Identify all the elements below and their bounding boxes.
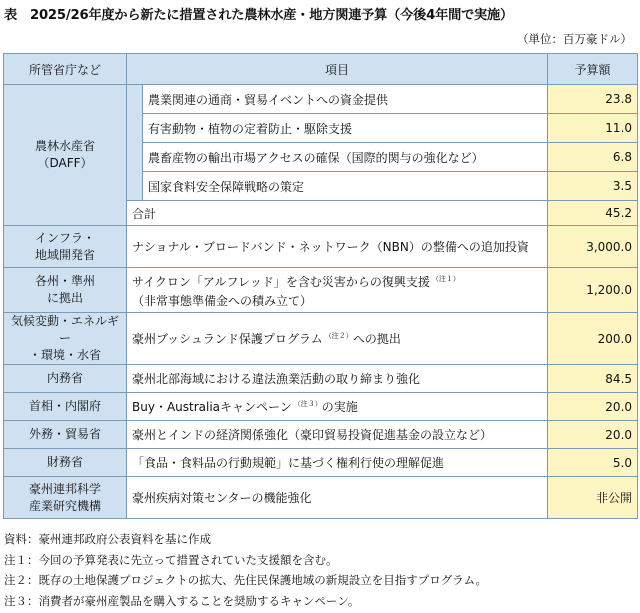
- item-cell: 「食品・食料品の行動規範」に基づく権利行使の理解促進: [127, 449, 548, 477]
- total-amount: 45.2: [548, 201, 638, 226]
- agency-name: 豪州連邦科学: [28, 481, 101, 496]
- table-row: [4, 226, 638, 268]
- source-note: 資料：豪州連邦政府公表資料を基に作成: [4, 532, 211, 546]
- agency-name: 産業研究機構: [28, 498, 101, 513]
- agency-cell: [4, 313, 127, 365]
- item-cell: 豪州疾病対策センターの機能強化: [127, 477, 548, 519]
- footnote-2: 注２：既存の土地保護プロジェクトの拡大、先住民保護地域の新規設立を目指すプログラム。: [4, 573, 487, 587]
- item-cell: ナショナル・ブロードバンド・ネットワーク（NBN）の整備への追加投資: [127, 226, 548, 268]
- footnote-marker: （注３）: [293, 400, 322, 408]
- table-row: [4, 421, 638, 449]
- amount-cell: 20.0: [548, 421, 638, 449]
- item-text: サイクロン「アルフレッド」を含む災害からの復興支援: [132, 274, 430, 289]
- indent-cell: [127, 85, 143, 201]
- header-row: [4, 54, 638, 85]
- table-row: [4, 365, 638, 393]
- amount-cell: 6.8: [548, 143, 638, 172]
- amount-cell: 84.5: [548, 365, 638, 393]
- item-cell: 農業関連の通商・貿易イベントへの資金提供: [143, 85, 548, 114]
- amount-cell: 非公開: [548, 477, 638, 519]
- agency-cell: 外務・貿易省: [4, 421, 127, 449]
- amount-cell: 3,000.0: [548, 226, 638, 268]
- agency-name: 地域開発省: [34, 247, 95, 262]
- total-label: 合計: [127, 201, 548, 226]
- item-cell: 豪州北部海域における違法漁業活動の取り締まり強化: [127, 365, 548, 393]
- agency-cell: [4, 226, 127, 268]
- amount-cell: 1,200.0: [548, 268, 638, 313]
- agency-cell: [4, 477, 127, 519]
- table-row: [4, 313, 638, 365]
- item-cell: [127, 393, 548, 421]
- agency-cell: 内務省: [4, 365, 127, 393]
- footnote-3: 注３：消費者が豪州産製品を購入することを奨励するキャンペーン。: [4, 593, 360, 608]
- item-text: への拠出: [352, 332, 401, 346]
- unit-label: （単位：百万豪ドル）: [517, 32, 632, 46]
- table-row: [4, 477, 638, 519]
- agency-cell: 財務省: [4, 449, 127, 477]
- agency-name: ・環境・水省: [28, 348, 101, 362]
- item-cell: [127, 268, 548, 313]
- agency-name: （DAFF）: [37, 156, 93, 170]
- agency-name: 各州・準州: [34, 274, 95, 288]
- item-text: Buy・Australiaキャンペーン: [132, 400, 292, 414]
- table-row: [4, 393, 638, 421]
- table-row: [4, 268, 638, 313]
- agency-name: に拠出: [46, 291, 83, 305]
- item-text: 豪州ブッシュランド保護プログラム: [132, 332, 323, 346]
- header-amount: 予算額: [548, 54, 638, 85]
- header-item: 項目: [127, 54, 548, 85]
- footnotes: [4, 529, 487, 611]
- amount-cell: 11.0: [548, 114, 638, 143]
- item-cell: [127, 313, 548, 365]
- amount-cell: 5.0: [548, 449, 638, 477]
- agency-cell: [4, 268, 127, 313]
- table-title: 表 2025/26年度から新たに措置された農林水産・地方関連予算（今後4年間で実施）: [4, 8, 514, 23]
- agency-name: インフラ・: [34, 230, 95, 245]
- amount-cell: 20.0: [548, 393, 638, 421]
- header-agency: 所管省庁など: [4, 54, 127, 85]
- table-row: [4, 449, 638, 477]
- item-text: の実施: [321, 400, 358, 414]
- item-text: （非常事態準備金への積み立て）: [132, 293, 313, 308]
- footnote-marker: （注２）: [324, 332, 353, 340]
- agency-name: 気候変動・エネルギー: [10, 314, 119, 345]
- amount-cell: 3.5: [548, 172, 638, 201]
- amount-cell: 200.0: [548, 313, 638, 365]
- agency-cell: [4, 85, 127, 226]
- agency-cell: 首相・内閣府: [4, 393, 127, 421]
- table-row: [4, 85, 638, 114]
- amount-cell: 23.8: [548, 85, 638, 114]
- item-cell: 農畜産物の輸出市場アクセスの確保（国際的関与の強化など）: [143, 143, 548, 172]
- item-cell: 国家食料安全保障戦略の策定: [143, 172, 548, 201]
- budget-table: [3, 53, 638, 519]
- item-cell: 有害動物・植物の定着防止・駆除支援: [143, 114, 548, 143]
- footnote-marker: （注１）: [431, 274, 460, 283]
- agency-name: 農林水産省: [34, 139, 95, 153]
- item-cell: 豪州とインドの経済関係強化（豪印貿易投資促進基金の設立など）: [127, 421, 548, 449]
- footnote-1: 注１：今回の予算発表に先立って措置されていた支援額を含む。: [4, 552, 338, 567]
